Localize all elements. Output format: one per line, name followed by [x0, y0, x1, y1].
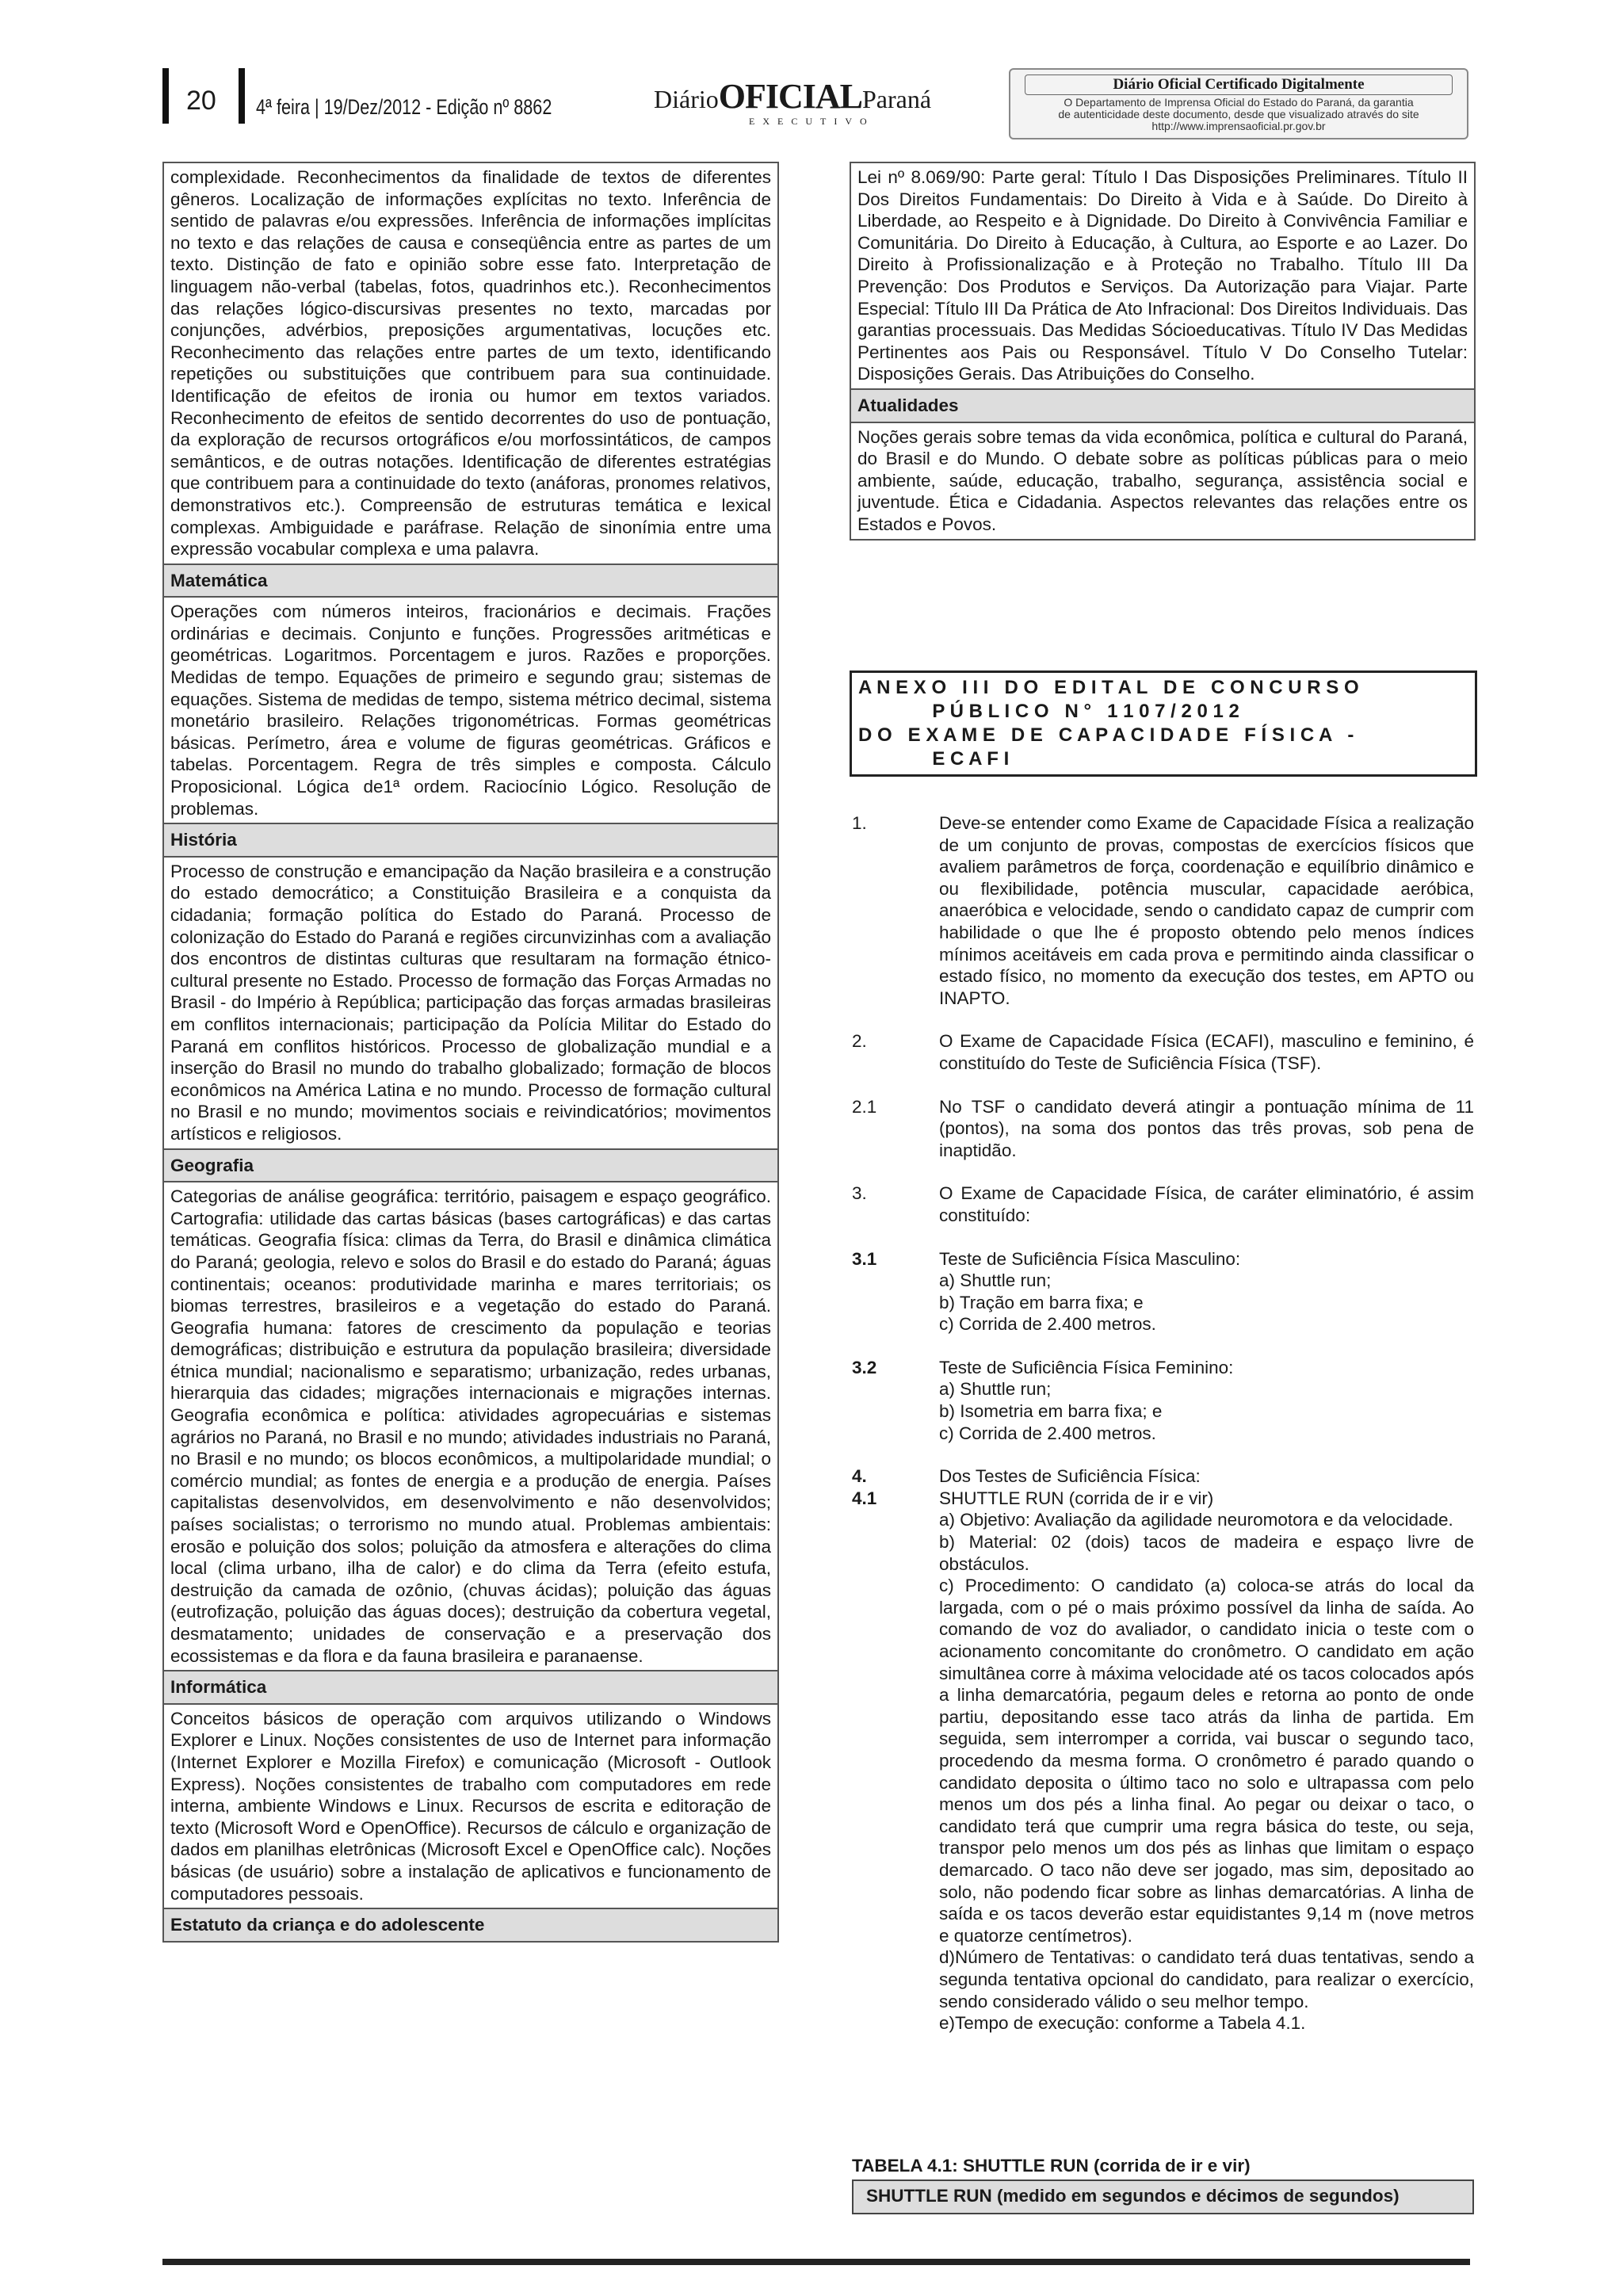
- numbered-item: [852, 812, 1474, 1009]
- section-text-matematica: Operações com números inteiros, fracionários e decimais. Frações ordinárias e decimais. Conjunto e funções. Progressões aritméticas e geométricas. Logaritmos. Porcentagem e juros. Razões e proporções. Medidas de tempo. Equações de primeiro e segundo grau; sistemas de equações. Sistema de medidas de tempo, sistema métrico decimal, sistema monetário brasileiro. Relações trigonométricas. Formas geométricas básicas. Perímetro, área e volume de figuras geométricas. Gráficos e tabelas. Porcentagem. Regra de três simples e composta. Cálculo Proposicional. Lógica de1ª ordem. Raciocínio Lógico. Resolução de problemas.: [170, 602, 771, 819]
- table-title: TABELA 4.1: SHUTTLE RUN (corrida de ir e vir): [852, 2156, 1251, 2176]
- right-top-box: [850, 162, 1476, 541]
- cert-line: http://www.imprensaoficial.pr.gov.br: [1151, 120, 1326, 132]
- section-title-geografia: Geografia: [164, 1148, 777, 1183]
- edition-line: 4ª feira | 19/Dez/2012 - Edição nº 8862: [256, 95, 552, 119]
- page-header: [162, 68, 1470, 132]
- cert-line: de autenticidade deste documento, desde que visualizado através do site: [1058, 108, 1419, 120]
- numbered-item: [852, 1465, 1474, 2034]
- diario-oficial-logo: DiárioOFICIALParaná EXECUTIVO: [654, 77, 932, 127]
- item-text: No TSF o candidato deverá atingir a pontuação mínima de 11 (pontos), na soma dos pontos das três provas, sob pena de inaptidão.: [939, 1096, 1474, 1160]
- anexo-title: A N E X O I I I D O E D I T A L D E C O N C U R S O P Ú B L I C O N ° 1 1 0 7 / 2 0 1 2 D O E X A M E D E C A P A C I D A D E F Í S I C A - E C A F I: [850, 670, 1477, 777]
- section-title-atualidades: Atualidades: [851, 388, 1474, 423]
- item-number: 3.: [852, 1183, 867, 1204]
- item-text: Dos Testes de Suficiência Física: SHUTTLE RUN (corrida de ir e vir) a) Objetivo: Avaliação da agilidade neuromotora e da velocidade. b) Material: 02 (dois) tacos de madeira e espaço livre de obstáculos. c) Procedimento: O candidato (a) coloca-se atrás do local da largada, com o pé o mais próximo possível da linha de saída. Ao comando de voz do avaliador, o candidato inicia o teste com o acionamento concomitante do cronômetro. O candidato em ação simultânea corre à máxima velocidade até os tacos colocados após a linha demarcatória, pegaum deles e retorna ao ponto de onde partiu, depositando esse taco atrás da linha de partida. Em seguida, sem interromper a corrida, vai buscar o segundo taco, procedendo da mesma forma. O cronômetro é parado quando o candidato deposita o último taco no solo e ultrapassa com pelo menos um dos pés a linha final. Ao pegar ou deixar o taco, o candidato terá que cumprir uma regra básica do teste, ou seja, transpor pelo menos um dos pés as linhas que limitam o espaço demarcado. O taco não deve ser jogado, mas sim, depositado ao solo, não podendo ficar sobre as linhas demarcatórias. A linha de saída e os tacos deverão estar equidistantes 9,14 m (nove metros e quatorze centímetros). d)Número de Tentativas: o candidato terá duas tentativas, sendo a segunda tentativa opcional do candidato, para realizar o exercício, sendo considerado válido o seu melhor tempo. e)Tempo de execução: conforme a Tabela 4.1.: [939, 1466, 1474, 2034]
- numbered-item: [852, 1096, 1474, 1162]
- numbered-item: [852, 1182, 1474, 1226]
- section-text-atualidades: Noções gerais sobre temas da vida econômica, política e cultural do Paraná, do Brasil e do Mundo. O debate sobre as políticas públicas para o meio ambiente, saúde, educação, trabalho, segurança, assistência social e juventude. Ética e Cidadania. Aspectos relevantes das relações entre os Estados e Povos.: [857, 426, 1468, 534]
- section-text-geografia: Categorias de análise geográfica: território, paisagem e espaço geográfico. Cartografia: utilidade das cartas básicas (bases cartográficas) e das cartas temáticas. Geografia física: climas da Terra, do Brasil e dinâmica climática do Paraná; geologia, relevo e solos do Brasil e do estado do Paraná; águas continentais; oceanos: produtividade marinha e mares territoriais; os biomas terrestres, brasileiros e a vegetação do estado do Paraná. Geografia humana: fatores de crescimento da população e teorias demográficas; distribuição e estrutura da população brasileira; diversidade étnica mundial; nacionalismo e separatismo; urbanização, redes urbanas, hierarquia das cidades; migrações internacionais e migrações internas. Geografia econômica e política: atividades agropecuárias e sistemas agrários no Paraná, no Brasil e no mundo; atividades industriais no Paraná, no Brasil e no mundo; os blocos econômicos, a multipolaridade mundial; o comércio mundial; as fontes de energia e a produção de energia. Países capitalistas desenvolvidos, em desenvolvimento e não desenvolvidos; países socialistas; o terrorismo no mundo atual. Problemas ambientais: erosão e poluição dos solos; poluição da atmosfera e alterações do clima local (clima urbano, ilha de calor) e do clima da Terra (efeito estufa, destruição da camada de ozônio, (chuvas ácidas); poluição das águas (eutrofização, poluição das águas doces); destruição da cobertura vegetal, desmatamento; unidades de conservação e a preservação dos ecossistemas e da flora e da fauna brasileira e paranaense.: [170, 1186, 771, 1666]
- certification-box: [1009, 68, 1468, 139]
- header-rule-left: [162, 68, 169, 124]
- item-number: 3.1: [852, 1248, 877, 1269]
- section-title-historia: História: [164, 823, 777, 858]
- item-text: Teste de Suficiência Física Masculino: a) Shuttle run; b) Tração em barra fixa; e c) Corrida de 2.400 metros.: [939, 1248, 1241, 1335]
- section-title-matematica: Matemática: [164, 563, 777, 598]
- section-text-informatica: Conceitos básicos de operação com arquivos utilizando o Windows Explorer e Linux. Noções consistentes de uso de Internet para informação (Internet Explorer e Mozilla Firefox) e comunicação (Microsoft - Outlook Express). Noções consistentes de trabalho com computadores em rede interna, ambiente Windows e Linux. Recursos de escrita e editoração de texto (Microsoft Word e OpenOffice). Recursos de cálculo e organização de dados em planilhas eletrônicas (Microsoft Excel e OpenOffice calc). Noções básicas (de usuário) sobre a instalação de aplicativos e funcionamento de computadores pessoais.: [170, 1708, 771, 1904]
- section-text-historia: Processo de construção e emancipação da Nação brasileira e a construção do estado democrático; a Constituição Brasileira e a conquista da cidadania; formação política do Estado do Paraná. Processo de colonização do Estado do Paraná e regiões circunvizinhas com a avaliação dos encontros de distintas culturas que resultaram na formação étnico-cultural presente no Estado. Processo de formação das Forças Armadas no Brasil - do Império à República; participação das forças armadas brasileiras em conflitos internacionais; participação da Polícia Militar do Estado do Paraná em conflitos históricos. Processo de globalização mundial e a inserção do Brasil no mundo do trabalho globalizado; formação de blocos econômicos na América Latina e no mundo. Processo de formação cultural no Brasil e no mundo; movimentos sociais e reivindicatórios; movimentos artísticos e religiosos.: [170, 861, 771, 1144]
- footer-rule: [162, 2259, 1470, 2265]
- portugues-continuation: complexidade. Reconhecimentos da finalidade de textos de diferentes gêneros. Localização de informações explícitas no texto. Inferência de sentido de palavras e/ou expressões. Inferência de informações implícitas no texto e das relações de causa e conseqüência entre as partes de um texto. Distinção de fato e opinião sobre esse fato. Interpretação de linguagem não-verbal (tabelas, fotos, quadrinhos etc.). Reconhecimentos das relações lógico-discursivas presentes no texto, marcadas por conjunções, advérbios, preposições argumentativas, locuções etc. Reconhecimento das relações entre partes de um texto, identificando repetições ou substituições que contribuem para sua continuidade. Identificação de efeitos de ironia ou humor em textos variados. Reconhecimento de efeitos de sentido decorrentes do uso de pontuação, da exploração de recursos ortográficos e/ou morfossintáticos, de campos semânticos, e de outras notações. Identificação de diferentes estratégias que contribuem para a continuidade do texto (anáforas, pronomes relativos, demonstrativos etc.). Compreensão de estruturas temática e lexical complexas. Ambiguidade e paráfrase. Relação de sinonímia entre uma expressão vocabular complexa e uma palavra.: [170, 167, 771, 560]
- item-text: Deve-se entender como Exame de Capacidade Física a realização de um conjunto de provas, compostas de exercícios físicos que avaliem parâmetros de força, coordenação e equilíbrio dinâmico e ou flexibilidade, potência muscular, capacidade aeróbica, anaeróbica e velocidade, sendo o candidato capaz de cumprir com habilidade o que lhe é proposto obtendo pelo menos índices mínimos aceitáveis em cada prova e permitindo ainda classificar o estado físico, no momento da execução dos testes, em APTO ou INAPTO.: [939, 813, 1474, 1008]
- item-text: O Exame de Capacidade Física, de caráter eliminatório, é assim constituído:: [939, 1183, 1474, 1225]
- section-title-informatica: Informática: [164, 1670, 777, 1705]
- table-header: SHUTTLE RUN (medido em segundos e décimos de segundos): [852, 2179, 1474, 2214]
- numbered-item: [852, 1357, 1474, 1444]
- item-number: 1.: [852, 813, 867, 833]
- cert-title: Diário Oficial Certificado Digitalmente: [1025, 74, 1453, 95]
- item-number: 3.2: [852, 1357, 877, 1377]
- item-number: 2.1: [852, 1096, 877, 1117]
- numbered-item: [852, 1248, 1474, 1335]
- item-number: 4. 4.1: [852, 1466, 877, 1508]
- left-column: [162, 162, 779, 1943]
- page-number: 20: [186, 86, 216, 116]
- item-number: 2.: [852, 1031, 867, 1052]
- item-text: O Exame de Capacidade Física (ECAFI), masculino e feminino, é constituído do Teste de Suficiência Física (TSF).: [939, 1031, 1474, 1073]
- section-title-estatuto: Estatuto da criança e do adolescente: [164, 1908, 777, 1941]
- item-text: Teste de Suficiência Física Feminino: a) Shuttle run; b) Isometria em barra fixa; e c) Corrida de 2.400 metros.: [939, 1357, 1234, 1443]
- numbered-item: [852, 1030, 1474, 1074]
- lei-text: Lei nº 8.069/90: Parte geral: Título I Das Disposições Preliminares. Título II Dos Direitos Fundamentais: Do Direito à Vida e à Saúde. Do Direito à Liberdade, ao Respeito e à Dignidade. Do Direito à Convivência Familiar e Comunitária. Do Direito à Educação, à Cultura, ao Esporte e ao Lazer. Do Direito à Profissionalização e à Proteção no Trabalho. Título III Da Prevenção: Dos Produtos e Serviços. Da Autorização para Viajar. Parte Especial: Título III Da Prática de Ato Infracional: Dos Direitos Individuais. Das garantias processuais. Das Medidas Sócioeducativas. Título IV Das Medidas Pertinentes aos Pais ou Responsável. Título V Do Conselho Tutelar: Disposições Gerais. Das Atribuições do Conselho.: [857, 167, 1468, 384]
- cert-line: O Departamento de Imprensa Oficial do Estado do Paraná, da garantia: [1064, 96, 1414, 109]
- header-rule-mid: [239, 68, 245, 124]
- anexo-items: [852, 812, 1474, 2056]
